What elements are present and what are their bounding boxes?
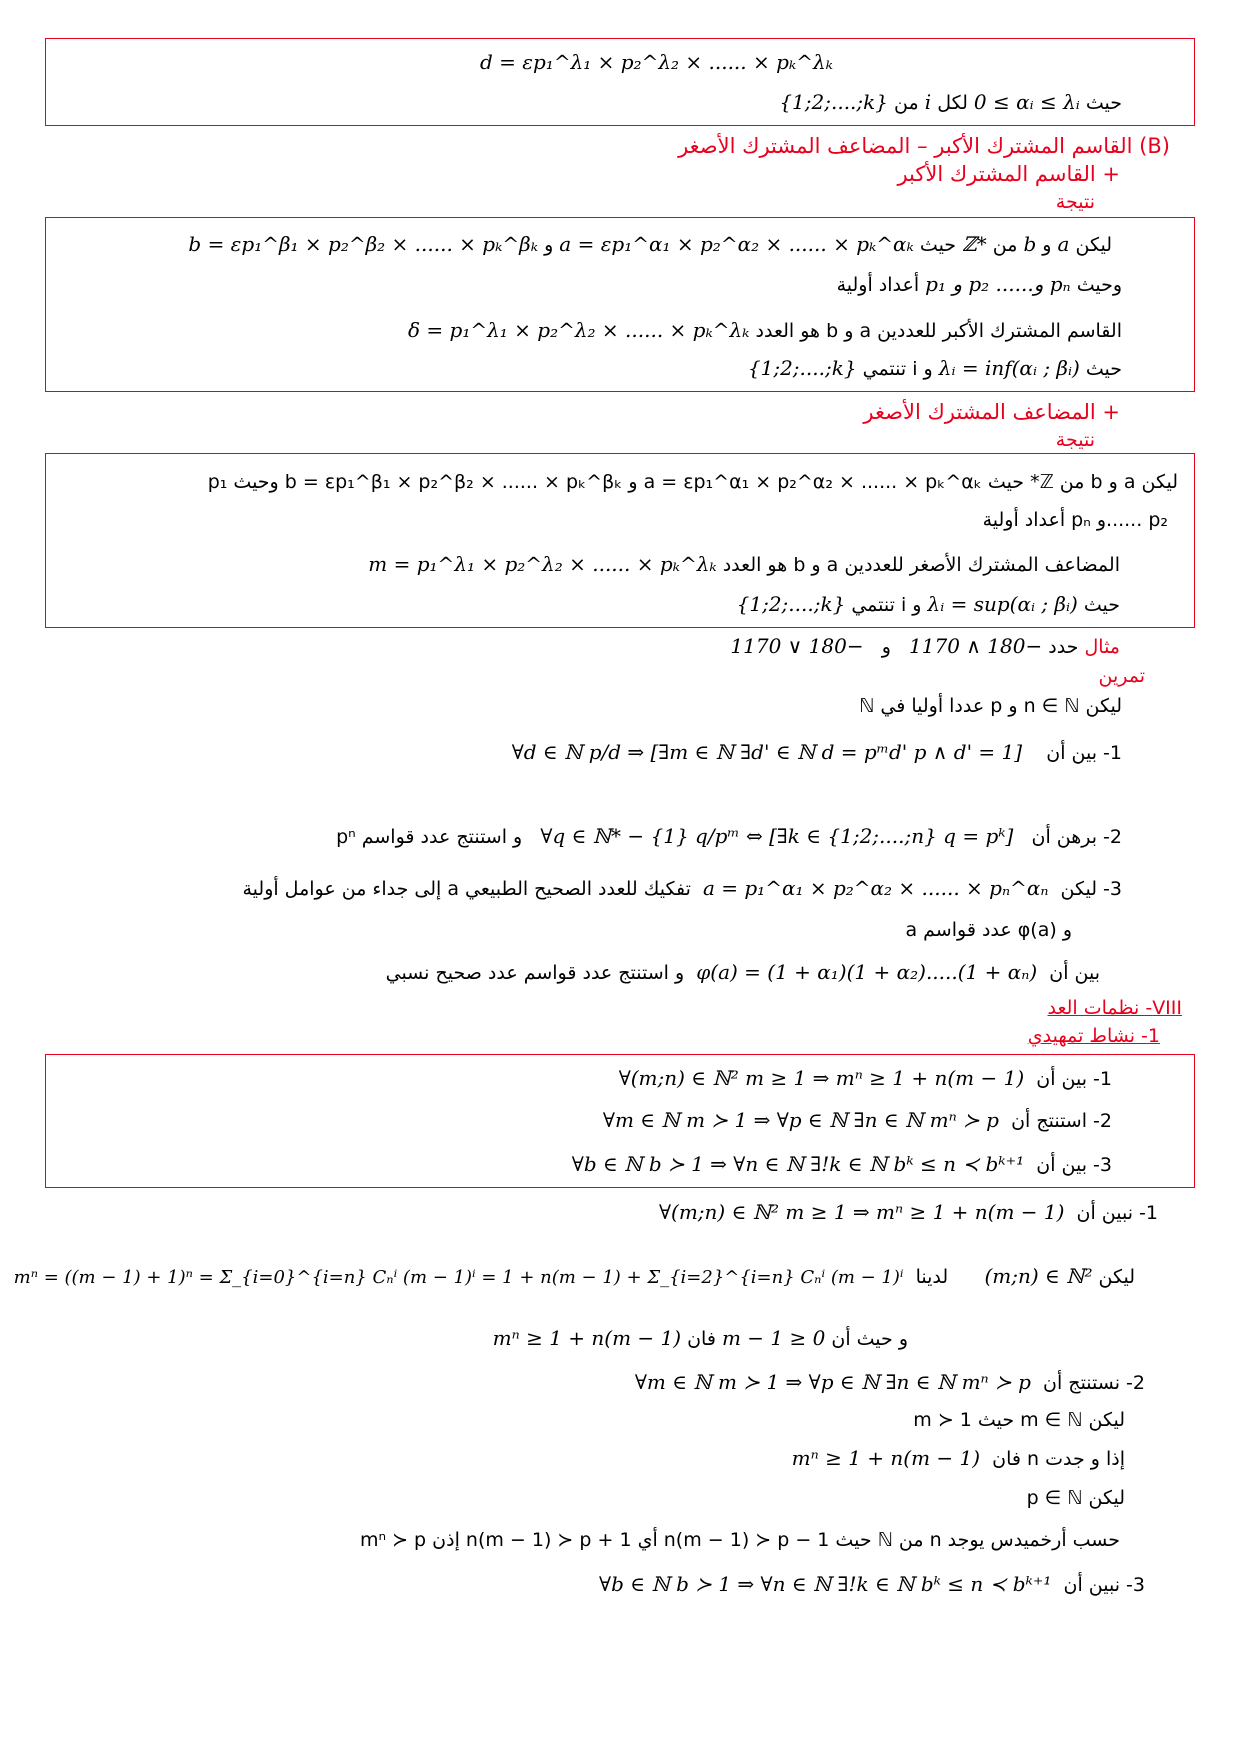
activity-q1 — [619, 1066, 1112, 1091]
gcd-line3 — [408, 318, 1122, 343]
show-that-text: بين أن — [1049, 962, 1100, 984]
lcm-formula: m = p₁^λ₁ × p₂^λ₂ × ...... × pₖ^λₖ — [368, 552, 717, 576]
q1-text: 1- بين أن — [1046, 742, 1122, 764]
condition-word: حيث — [1085, 92, 1122, 114]
section-viii-title: VIII- نظمات العد — [1047, 997, 1182, 1019]
lcm-result-label: نتيجة — [1055, 429, 1095, 451]
q3-text: 3- ليكن — [1060, 878, 1122, 900]
lcm-definition-text: المضاعف المشترك الأصغر للعددين a و b هو العدد — [722, 554, 1120, 576]
where-word: حيث — [1083, 594, 1120, 616]
let-word: ليكن — [1098, 1266, 1135, 1288]
exercise-intro: ليكن n ∈ ℕ و p عددا أوليا في ℕ — [859, 695, 1122, 717]
b-decomposition: b = εp₁^β₁ × p₂^β₂ × ...... × pₖ^βₖ — [188, 232, 539, 256]
index-i: i — [924, 90, 932, 114]
exercise-q3-line3 — [386, 960, 1100, 985]
q1-math: ∀(m;n) ∈ ℕ² m ≥ 1 ⇒ mⁿ ≥ 1 + n(m − 1) — [618, 1066, 1025, 1090]
solution-2 — [635, 1370, 1145, 1395]
solution-1 — [659, 1200, 1158, 1225]
since-word: و حيث أن — [831, 1328, 908, 1350]
example-line — [730, 634, 1120, 659]
gcd-line1 — [188, 232, 1112, 257]
belongs-text: و i تنتمي — [862, 358, 933, 380]
lcm-line4 — [737, 592, 1120, 617]
activity-q2 — [603, 1108, 1112, 1133]
exercise-label: تمرين — [1098, 665, 1145, 687]
from-word: من — [992, 234, 1018, 256]
lcm-line2: p₂ ......و pₙ أعداد أولية — [982, 509, 1168, 531]
gcd-heading: + القاسم المشترك الأكبر — [897, 162, 1120, 186]
since-math: m − 1 ≥ 0 — [721, 1326, 826, 1350]
example-lcm: 1170 ∨ 180− — [730, 634, 864, 658]
q1-text: 1- بين أن — [1036, 1068, 1112, 1090]
q1-math: ∀d ∈ ℕ p/d ⇒ [∃m ∈ ℕ ∃d' ∈ ℕ d = pᵐd' p ∧ d' = 1] — [511, 740, 1023, 764]
s2-l2-text: إذا و جدت n فان — [992, 1448, 1125, 1470]
and-word: و — [544, 234, 554, 256]
condition-math: 0 ≤ αᵢ ≤ λᵢ — [973, 90, 1080, 114]
and-where-word: وحيث — [1076, 274, 1122, 296]
s1-text: 1- نبين أن — [1076, 1202, 1158, 1224]
where-word: حيث — [1085, 358, 1122, 380]
solution-2-l1: ليكن m ∈ ℕ حيث m ≻ 1 — [913, 1409, 1125, 1431]
q3-conclusion: و استنتج عدد قواسم عدد صحيح نسبي — [385, 962, 685, 984]
solution-2-l4: حسب أرخميدس يوجد n من ℕ حيث n(m − 1) ≻ p − 1 أي 1 + n(m − 1) ≻ p إذن mⁿ ≻ p — [359, 1529, 1120, 1551]
solution-2-l3: ليكن p ∈ ℕ — [1026, 1487, 1125, 1509]
example-text: حدد — [1048, 636, 1079, 658]
binomial-expansion: mⁿ = ((m − 1) + 1)ⁿ = Σ_{i=0}^{i=n} Cₙⁱ (m − 1)ⁱ = 1 + n(m − 1) + Σ_{i=2}^{i=n} Cₙⁱ (m − 1)ⁱ — [13, 1267, 904, 1288]
then-word: فان — [687, 1328, 716, 1350]
gcd-formula: δ = p₁^λ₁ × p₂^λ₂ × ...... × pₖ^λₖ — [408, 318, 750, 342]
zstar-symbol: ℤ* — [962, 232, 987, 256]
let-word: ليكن — [1075, 234, 1112, 256]
s2-l2-math: mⁿ ≥ 1 + n(m − 1) — [791, 1446, 981, 1470]
belongs-text: و i تنتمي — [851, 594, 922, 616]
index-set: {1;2;....;k} — [736, 592, 846, 616]
index-set: {1;2;....;k} — [779, 90, 888, 114]
primes-label: أعداد أولية — [836, 274, 920, 296]
divisor-formula: d = εp₁^λ₁ × p₂^λ₂ × ...... × pₖ^λₖ — [480, 50, 833, 74]
phi-formula: φ(a) = (1 + α₁)(1 + α₂).....(1 + αₙ) — [696, 960, 1038, 984]
solution-2-l2 — [792, 1446, 1125, 1471]
where-word: حيث — [919, 234, 957, 256]
gcd-line4 — [748, 356, 1122, 381]
q3-text: 3- بين أن — [1036, 1154, 1112, 1176]
gcd-result-label: نتيجة — [1055, 191, 1095, 213]
section-b-title: (B) القاسم المشترك الأكبر – المضاعف المشترك الأصغر — [678, 134, 1170, 158]
exercise-q3 — [242, 876, 1122, 901]
then-math: mⁿ ≥ 1 + n(m − 1) — [492, 1326, 682, 1350]
for-each-word: لكل — [937, 92, 968, 114]
s2-math: ∀m ∈ ℕ m ≻ 1 ⇒ ∀p ∈ ℕ ∃n ∈ ℕ mⁿ ≻ p — [634, 1370, 1031, 1394]
exercise-q3-line2: و φ(a) عدد قواسم a — [905, 919, 1072, 941]
s3-text: 3- نبين أن — [1063, 1574, 1145, 1596]
s2-text: 2- نستنتج أن — [1043, 1372, 1145, 1394]
and-word: و — [1042, 234, 1052, 256]
q2-rest: و استنتج عدد قواسم pⁿ — [336, 826, 523, 848]
q3-math: ∀b ∈ ℕ b ≻ 1 ⇒ ∀n ∈ ℕ ∃!k ∈ ℕ bᵏ ≤ n ≺ bᵏ⁺¹ — [571, 1152, 1025, 1176]
primes-list: p₁ و p₂ ......و pₙ — [925, 272, 1071, 296]
s1-math: ∀(m;n) ∈ ℕ² m ≥ 1 ⇒ mⁿ ≥ 1 + n(m − 1) — [658, 1200, 1065, 1224]
solution-1-expansion — [14, 1264, 1135, 1290]
q2-math: ∀m ∈ ℕ m ≻ 1 ⇒ ∀p ∈ ℕ ∃n ∈ ℕ mⁿ ≻ p — [602, 1108, 999, 1132]
example-gcd: 1170 ∧ 180− — [909, 634, 1043, 658]
solution-1-conclusion — [493, 1326, 908, 1351]
section-viii-activity: 1- نشاط تمهيدي — [1027, 1025, 1160, 1047]
gcd-line2 — [837, 272, 1122, 297]
solution-3 — [599, 1572, 1145, 1597]
var-b: b — [1023, 232, 1037, 256]
gcd-definition-text: القاسم المشترك الأكبر للعددين a و b هو العدد — [755, 320, 1122, 342]
example-label: مثال — [1084, 636, 1120, 658]
q3-rest: تفكيك للعدد الصحيح الطبيعي a إلى جداء من عوامل أولية — [242, 878, 691, 900]
lcm-heading: + المضاعف المشترك الأصغر — [863, 400, 1120, 424]
index-set: {1;2;....;k} — [747, 356, 857, 380]
q2-text: 2- برهن أن — [1031, 826, 1122, 848]
from-word: من — [894, 92, 919, 114]
a-decomposition: a = εp₁^α₁ × p₂^α₂ × ...... × pₖ^αₖ — [559, 232, 914, 256]
q2-text: 2- استنتج أن — [1011, 1110, 1112, 1132]
and-word: و — [881, 636, 891, 658]
s3-math: ∀b ∈ ℕ b ≻ 1 ⇒ ∀n ∈ ℕ ∃!k ∈ ℕ bᵏ ≤ n ≺ bᵏ⁺¹ — [599, 1572, 1052, 1596]
have-word: لدينا — [915, 1266, 949, 1288]
let-math: (m;n) ∈ ℕ² — [984, 1264, 1093, 1288]
lambda-inf: λᵢ = inf(αᵢ ; βᵢ) — [938, 356, 1080, 380]
activity-q3 — [572, 1152, 1112, 1177]
lcm-line1: ليكن a و b من ℤ* حيث a = εp₁^α₁ × p₂^α₂ × ...... × pₖ^αₖ و b = εp₁^β₁ × p₂^β₂ × ...... × pₖ^βₖ وحيث p₁ — [207, 471, 1178, 493]
var-a: a — [1057, 232, 1070, 256]
divisor-condition — [779, 90, 1122, 115]
lcm-line3 — [368, 552, 1120, 577]
q3-math: a = p₁^α₁ × p₂^α₂ × ...... × pₙ^αₙ — [702, 876, 1049, 900]
exercise-q2 — [336, 824, 1122, 849]
lambda-sup: λᵢ = sup(αᵢ ; βᵢ) — [927, 592, 1078, 616]
q2-math: ∀q ∈ ℕ* − {1} q/pᵐ ⇔ [∃k ∈ {1;2;....;n} q = pᵏ] — [540, 824, 1014, 848]
exercise-q1 — [512, 740, 1122, 765]
